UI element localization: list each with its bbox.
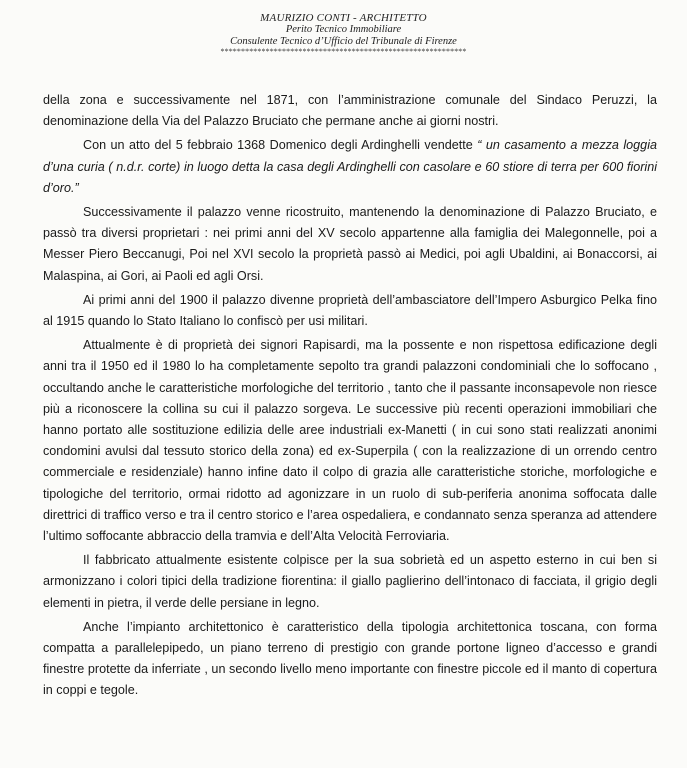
paragraph-2-text: Con un atto del 5 febbraio 1368 Domenico degli Ardinghelli vendette — [83, 138, 478, 153]
paragraph-2 — [43, 135, 657, 199]
letterhead-title-1: Perito Tecnico Immobiliare — [285, 24, 402, 35]
architect-name: MAURIZIO CONTI - ARCHITETTO — [260, 12, 427, 24]
letterhead — [0, 12, 687, 56]
letterhead-title-2: Consulente Tecnico d’Ufficio del Tribunale di Firenze — [230, 36, 457, 47]
paragraph-4: Ai primi anni del 1900 il palazzo divenne proprietà dell’ambasciatore dell’Impero Asburgico Pelka fino al 1915 quando lo Stato Italiano lo confiscò per usi militari. — [43, 292, 657, 329]
paragraph-2-quote: “ un casamento a mezza loggia d’una curia ( n.d.r. corte) in luogo detta la casa degli Ardinghelli con casolare e 60 stiore di terra per 600 fiorini d’oro.” — [43, 138, 657, 195]
paragraph-7: Anche l’impianto architettonico è caratteristico della tipologia architettonica toscana, con forma compatta a parallelepipedo, un piano terreno di prestigio con grande portone ligneo d’accesso e grandi finestre protette da inferriate , un secondo livello meno importante con finestre piccole ed il manto di copertura in coppi e tegole. — [43, 619, 657, 698]
document-body — [43, 90, 657, 705]
letterhead-separator: ************************************************************ — [220, 47, 467, 56]
paragraph-6: Il fabbricato attualmente esistente colpisce per la sua sobrietà ed un aspetto esterno in cui ben si armonizzano i colori tipici della tradizione fiorentina: il giallo paglierino dell’intonaco di facciata, il grigio degli elementi in pietra, il verde delle persiane in legno. — [43, 553, 657, 610]
paragraph-5: Attualmente è di proprietà dei signori Rapisardi, ma la possente e non rispettosa edificazione degli anni tra il 1950 ed il 1980 lo ha completamente sepolto tra grandi palazzoni condominiali che lo soffocano , occultando anche le caratteristiche morfologiche del territorio , tanto che il passante inconsapevole non riesce più a riconoscere la collina su cui il palazzo sorgeva. Le successive più recenti operazioni immobiliari che hanno portato alle sostituzione edilizia delle aree industriali ex-Manetti ( in cui sono stati realizzati anonimi condomini avulsi dal tessuto storico della zona) ed ex-Superpila ( con la realizzazione di un orrendo centro commerciale e residenziale) hanno infine dato il colpo di grazia alle caratteristiche storiche, morfologiche e tipologiche del territorio, ormai ridotto ad agonizzare in un ruolo di sub-periferia anonima soffocata dalle direttrici di traffico verso e tra il centro storico e l’area ospedaliera, e condannato senza speranza ad attendere l’ultimo soffocante abbraccio della tramvia e dell’Alta Velocità Ferroviaria. — [43, 338, 657, 544]
paragraph-1: della zona e successivamente nel 1871, con l’amministrazione comunale del Sindaco Peruzzi, la denominazione della Via del Palazzo Bruciato che permane anche ai giorni nostri. — [43, 93, 657, 129]
paragraph-3: Successivamente il palazzo venne ricostruito, mantenendo la denominazione di Palazzo Bruciato, e passò tra diversi proprietari : nei primi anni del XV secolo appartenne alla famiglia dei Malegonnelle, poi a Messer Piero Beccanugi, Poi nel XVI secolo la proprietà passò ai Medici, poi agli Ubaldini, ai Bonaccorsi, ai Malaspina, ai Gori, ai Paoli ed agli Orsi. — [43, 205, 657, 283]
